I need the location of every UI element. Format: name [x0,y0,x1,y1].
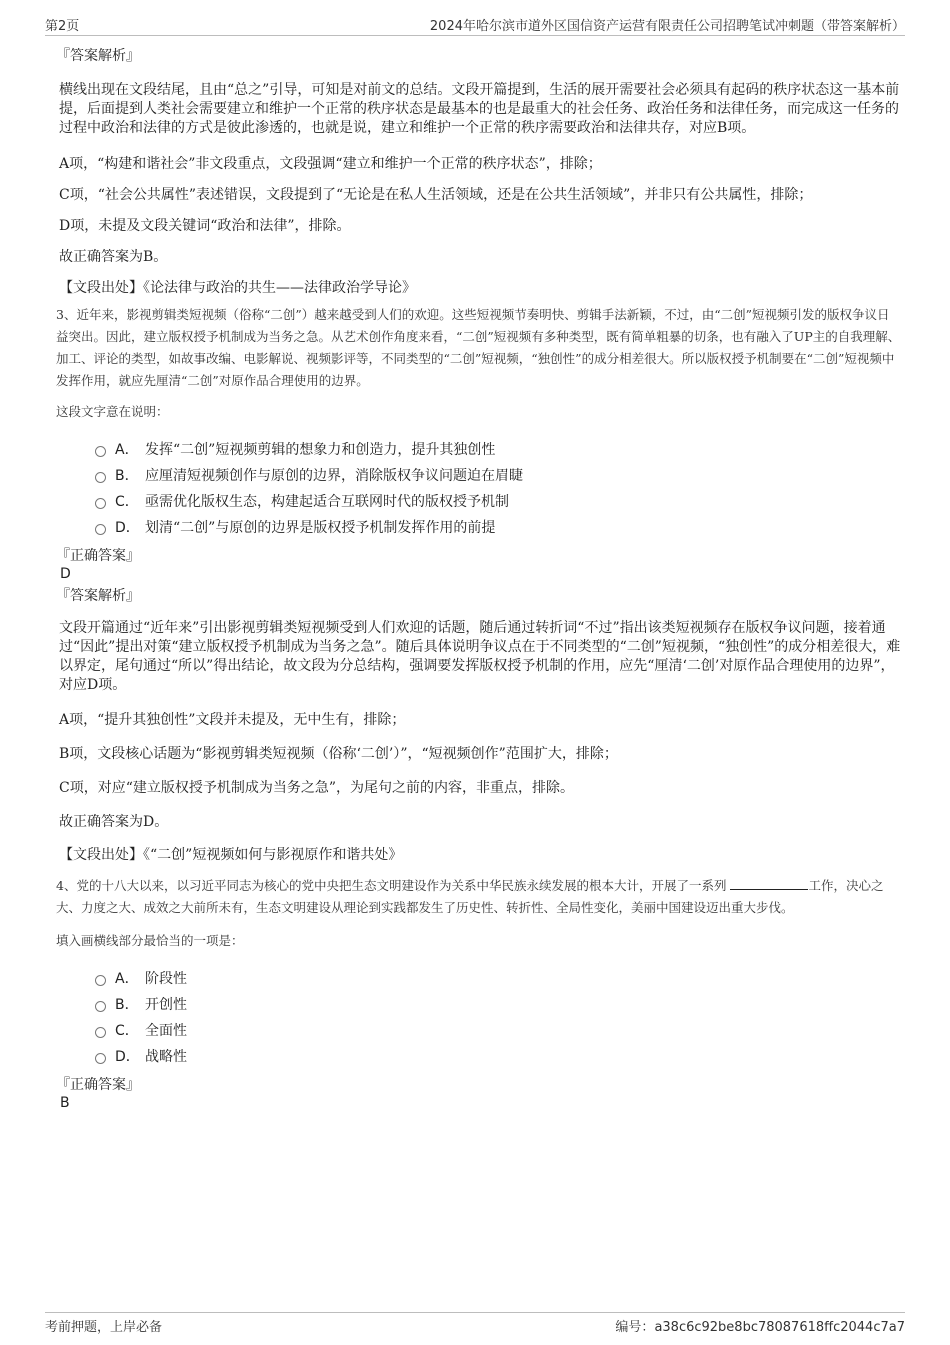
q2-note-d: D项，未提及文段关键词“政治和法律”，排除。 [59,218,351,234]
q4-answer: B [60,1095,70,1111]
page-number: 第2页 [45,19,80,34]
footer-code [615,1316,905,1335]
radio-button-icon[interactable] [95,1027,106,1038]
option-letter: D． [115,1049,140,1065]
q4-option-d[interactable] [95,1044,901,1070]
q4-stem-before: 4、党的十八大以来，以习近平同志为核心的党中央把生态文明建设作为关系中华民族永续发展的根本大计，开展了一系列 [56,878,727,893]
q4-options [56,966,901,1070]
q3-options [56,437,901,541]
option-text: 阶段性 [145,971,187,987]
q3-note-c: C项，对应“建立版权授予机制成为当务之急”，为尾句之前的内容，非重点，排除。 [59,780,575,796]
option-letter: A． [115,971,139,987]
radio-button-icon[interactable] [95,524,106,535]
page-header [45,13,905,36]
q3-analysis-label: 『答案解析』 [56,588,140,604]
option-text: 亟需优化版权生态，构建起适合互联网时代的版权授予机制 [145,494,509,510]
fill-blank [730,877,808,890]
code-label: 编号： [615,1320,655,1335]
option-text: 发挥“二创”短视频剪辑的想象力和创造力，提升其独创性 [145,442,496,458]
radio-button-icon[interactable] [95,1001,106,1012]
q4-option-c[interactable] [95,1018,901,1044]
q3-option-b[interactable] [95,463,901,489]
page-content [56,42,901,1112]
code-value: a38c6c92be8bc78087618ffc2044c7a7 [654,1320,905,1335]
option-letter: A． [115,442,139,458]
q3-stem: 3、近年来，影视剪辑类短视频（俗称“二创”）越来越受到人们的欢迎。这些短视频节奏明快、剪辑手法新颖，不过，由“二创”短视频引发的版权争议日益突出。因此，建立版权授予机制成为当务之急。从艺术创作角度来看，“二创”短视频有多种类型，既有简单粗暴的切条，也有融入了UP主的自我理解、加工、评论的类型，如故事改编、电影解说、视频影评等，不同类型的“二创”短视频，“独创性”的成分相差很大。所以版权授予机制要在“二创”短视频中发挥作用，就应先厘清“二创”对原作品合理使用的边界。 [56,307,901,388]
option-letter: B． [115,468,139,484]
q3-option-a[interactable] [95,437,901,463]
q3-answer-label: 『正确答案』 [56,548,140,564]
footer-slogan: 考前押题，上岸必备 [45,1320,163,1335]
q3-option-c[interactable] [95,489,901,515]
radio-button-icon[interactable] [95,446,106,457]
q2-note-c: C项，“社会公共属性”表述错误，文段提到了“无论是在私人生活领域，还是在公共生活领域”，并非只有公共属性，排除； [59,187,813,203]
q2-conclusion: 故正确答案为B。 [59,249,168,265]
q4-stem [56,875,901,919]
option-letter: D． [115,520,140,536]
option-letter: B． [115,997,139,1013]
q4-answer-label: 『正确答案』 [56,1077,140,1093]
option-text: 全面性 [145,1023,187,1039]
q3-answer: D [60,566,71,582]
q3-analysis: 文段开篇通过“近年来”引出影视剪辑类短视频受到人们欢迎的话题，随后通过转折词“不过”指出该类短视频存在版权争议问题，接着通过“因此”提出对策“建立版权授予机制成为当务之急”。随后具体说明争议点在于不同类型的“二创”短视频，“独创性”的成分相差很大，难以界定，尾句通过“所以”得出结论，故文段为分总结构，强调要发挥版权授予机制的作用，应先“厘清‘二创’对原作品合理使用的边界”，对应D项。 [59,620,901,693]
q3-note-a: A项，“提升其独创性”文段并未提及，无中生有，排除； [59,712,406,728]
option-text: 应厘清短视频创作与原创的边界，消除版权争议问题迫在眉睫 [145,468,523,484]
q4-stem-after: 工作，决心之大、力度之大、成效之大前所未有，生态文明建设从理论到实践都发生了历史性、转折性、全局性变化，美丽中国建设迈出重大步伐。 [56,878,884,915]
q3-conclusion: 故正确答案为D。 [59,814,169,830]
q3-prompt: 这段文字意在说明： [56,404,169,419]
q3-source: 【文段出处】《“二创”短视频如何与影视原作和谐共处》 [59,847,403,863]
q3-option-d[interactable] [95,515,901,541]
radio-button-icon[interactable] [95,975,106,986]
radio-button-icon[interactable] [95,1053,106,1064]
radio-button-icon[interactable] [95,472,106,483]
option-text: 战略性 [145,1049,187,1065]
q2-source: 【文段出处】《论法律与政治的共生——法律政治学导论》 [59,280,416,296]
q3-note-b: B项，文段核心话题为“影视剪辑类短视频（俗称‘二创’）”，“短视频创作”范围扩大，排除； [59,746,618,762]
q2-note-a: A项，“构建和谐社会”非文段重点，文段强调“建立和维护一个正常的秩序状态”，排除； [59,156,602,172]
document-title: 2024年哈尔滨市道外区国信资产运营有限责任公司招聘笔试冲刺题（带答案解析） [429,19,905,34]
q4-option-b[interactable] [95,992,901,1018]
q2-analysis-label: 『答案解析』 [56,48,140,64]
page-footer [45,1312,905,1335]
q4-option-a[interactable] [95,966,901,992]
q4-prompt: 填入画横线部分最恰当的一项是： [56,933,244,948]
option-letter: C． [115,1023,139,1039]
q2-analysis: 横线出现在文段结尾，且由“总之”引导，可知是对前文的总结。文段开篇提到，生活的展开需要社会必须具有起码的秩序状态这一基本前提，后面提到人类社会需要建立和维护一个正常的秩序状态是最基本的也是最重大的社会任务、政治任务和法律任务，而完成这一任务的过程中政治和法律的方式是彼此渗透的，也就是说，建立和维护一个正常的秩序需要政治和法律共存，对应B项。 [59,82,900,136]
option-text: 划清“二创”与原创的边界是版权授予机制发挥作用的前提 [145,520,496,536]
option-text: 开创性 [145,997,187,1013]
radio-button-icon[interactable] [95,498,106,509]
option-letter: C． [115,494,139,510]
